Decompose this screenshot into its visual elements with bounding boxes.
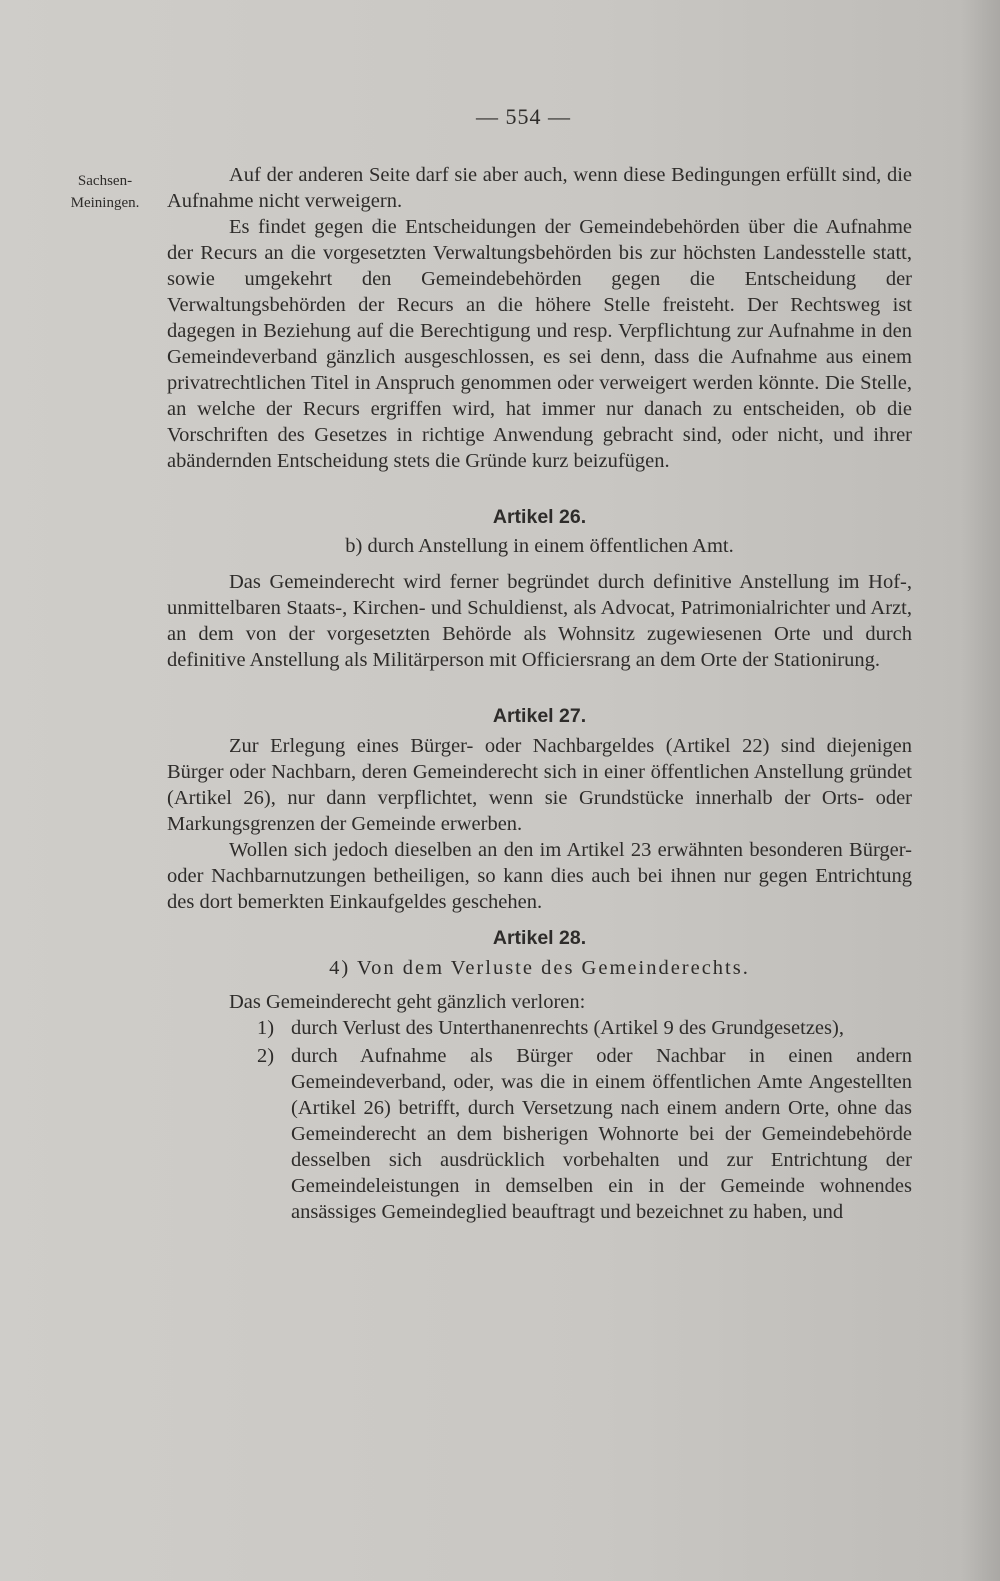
paragraph-6: Das Gemeinderecht geht gänzlich verloren: xyxy=(229,991,586,1013)
subheading-artikel-26: b) durch Anstellung in einem öffentlichen Amt. xyxy=(345,535,734,557)
page-edge-shadow xyxy=(960,0,1000,1581)
paragraph-2: Es findet gegen die Entscheidungen der Gemeindebehörden über die Aufnahme der Recurs an die vorgesetzten Verwaltungsbehörden bis zur höchsten Landesstelle statt, sowie umgekehrt den Gemeindebehörden gegen die Entscheidung der Verwaltungsbehörden der Recurs an die höhere Stelle freisteht. Der Rechtsweg ist dagegen in Beziehung auf die Berechtigung und resp. Verpflichtung zur Aufnahme in den Gemeindeverband gänzlich ausgeschlossen, es sei denn, dass die Aufnahme aus einem privatrechtlichen Titel in Anspruch genommen oder verweigert werden könnte. Die Stelle, an welche der Recurs ergriffen wird, hat immer nur danach zu entscheiden, ob die Vorschriften des Gesetzes in richtige Anwendung gebracht sind, oder nicht, und ihrer abändernden Entscheidung stets die Gründe kurz beizufügen. xyxy=(167,216,912,472)
heading-artikel-26: Artikel 26. xyxy=(492,506,587,528)
page-number: — 554 — xyxy=(476,104,571,129)
list-item xyxy=(167,1043,912,1225)
list-item xyxy=(167,1015,912,1041)
list-item-text: durch Verlust des Unterthanenrechts (Artikel 9 des Grundgesetzes), xyxy=(291,1017,844,1039)
paragraph-3: Das Gemeinderecht wird ferner begründet durch definitive Anstellung im Hof-, unmittelbaren Staats-, Kirchen- und Schuldienst, als Advocat, Patrimonialrichter und Arzt, an dem von der vorgesetzten Behörde als Wohnsitz zugewiesenen Orte und durch definitive Anstellung als Militärperson mit Officiersrang an dem Orte der Stationirung. xyxy=(167,571,912,671)
list-item-number: 2) xyxy=(257,1045,275,1067)
paragraph-1: Auf der anderen Seite darf sie aber auch, wenn diese Bedingungen erfüllt sind, die Aufnahme nicht verweigern. xyxy=(167,164,912,212)
list-item-number: 1) xyxy=(257,1017,275,1039)
paragraph-4: Zur Erlegung eines Bürger- oder Nachbargeldes (Artikel 22) sind diejenigen Bürger oder Nachbarn, deren Gemeinderecht sich in einer öffentlichen Anstellung gründet (Artikel 26), nur dann verpflichtet, wenn sie Grundstücke innerhalb der Orts- oder Markungsgrenzen der Gemeinde erwerben. xyxy=(167,735,912,835)
list-item-text: durch Aufnahme als Bürger oder Nachbar in einen andern Gemeindeverband, oder, was die in einem öffentlichen Amte Angestellten (Artikel 26) betrifft, durch Versetzung nach einem andern Orte, ohne das Gemeinderecht an dem bisherigen Wohnorte bei der Gemeindebehörde desselben sich ausdrücklich vorbehalten und zur Entrichtung der Gemeindeleistungen in demselben ein in der Gemeinde wohnendes ansässiges Gemeindeglied beauftragt und bezeichnet zu haben, und xyxy=(291,1045,912,1223)
paragraph-5: Wollen sich jedoch dieselben an den im Artikel 23 erwähnten besonderen Bürger- oder Nachbarnutzungen betheiligen, so kann dies auch bei ihnen nur gegen Entrichtung des dort bemerkten Einkaufgeldes geschehen. xyxy=(167,839,912,913)
margin-note-line-2: Meiningen. xyxy=(70,195,140,211)
subheading-artikel-28: 4) Von dem Verluste des Gemeinderechts. xyxy=(329,957,750,979)
margin-note-line-1: Sachsen- xyxy=(77,173,133,189)
heading-artikel-27: Artikel 27. xyxy=(492,705,587,727)
heading-artikel-28: Artikel 28. xyxy=(492,927,587,949)
main-text xyxy=(167,162,912,1225)
margin-note xyxy=(50,170,160,214)
